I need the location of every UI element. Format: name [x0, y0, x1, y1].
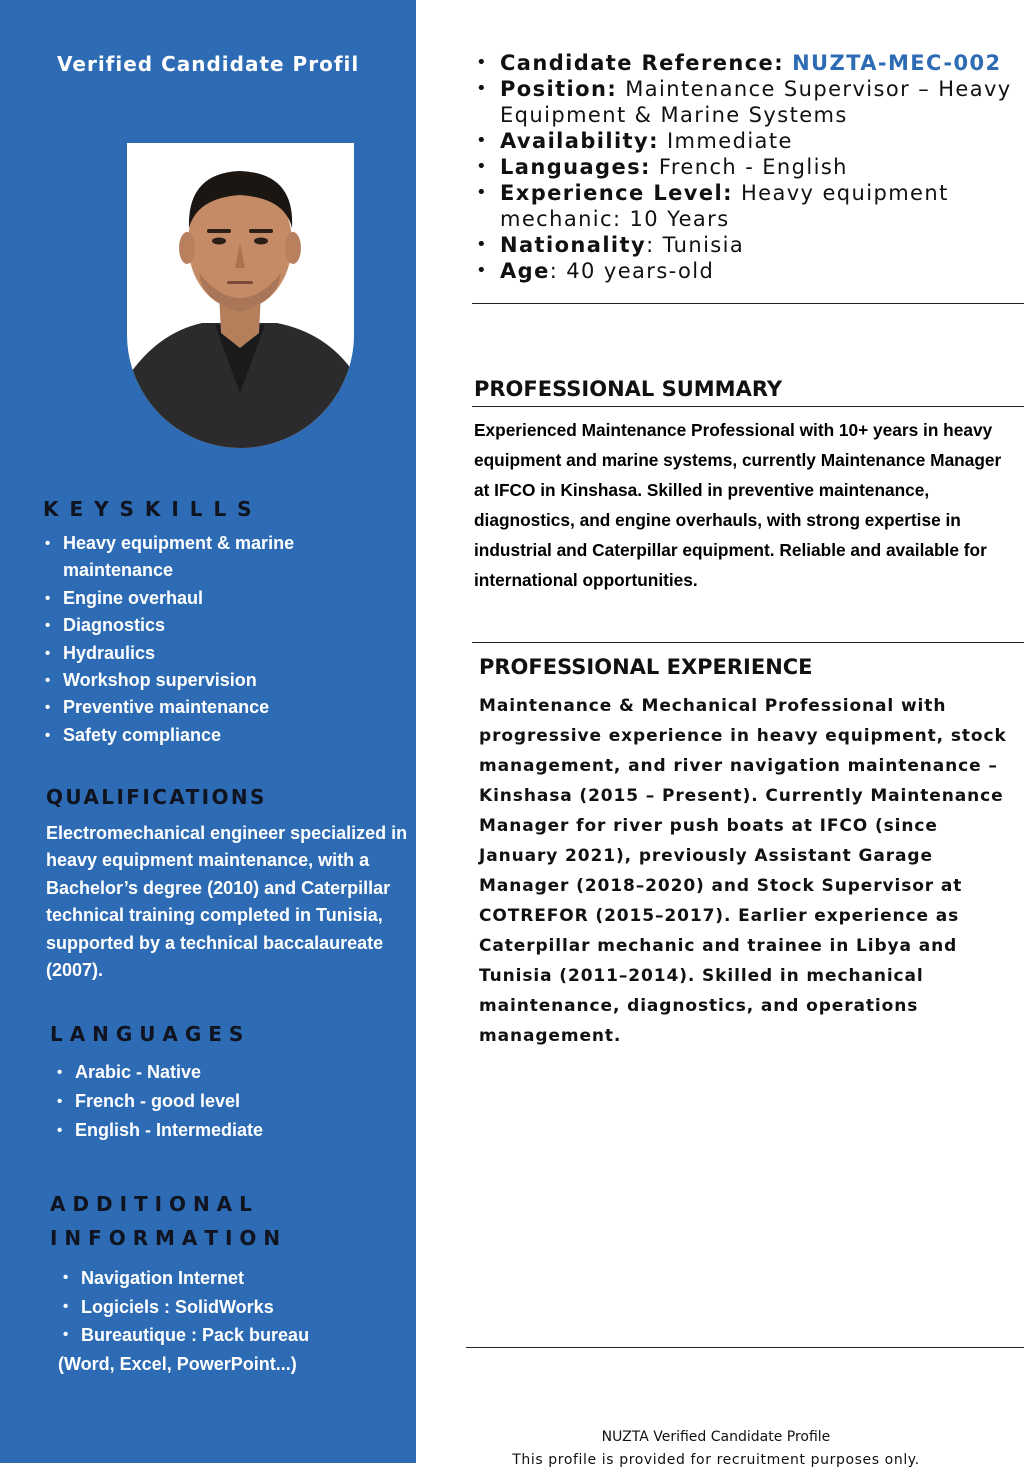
list-item: • Engine overhaul — [45, 585, 375, 612]
candidate-experience — [474, 180, 1014, 232]
experience-heading: PROFESSIONAL EXPERIENCE — [479, 655, 813, 679]
divider — [466, 1347, 1024, 1348]
candidate-availability — [474, 128, 1014, 154]
list-item: • Arabic - Native — [57, 1058, 387, 1087]
candidate-position — [474, 76, 1014, 128]
list-item: • Navigation Internet — [63, 1264, 393, 1293]
additional-heading-line1: A D D I T I O N A L — [50, 1192, 252, 1216]
nationality-value: : Tunisia — [646, 233, 745, 257]
candidate-nationality — [474, 232, 1014, 258]
key-skills-list — [45, 530, 375, 749]
qualifications-heading: QUALIFICATIONS — [46, 785, 267, 809]
additional-list — [58, 1264, 393, 1378]
additional-heading-line2: I N F O R M A T I O N — [50, 1226, 281, 1250]
list-item: • Diagnostics — [45, 612, 375, 639]
divider — [472, 406, 1024, 407]
list-item: • Preventive maintenance — [45, 694, 375, 721]
position-label: Position: — [500, 77, 618, 101]
summary-text: Experienced Maintenance Professional with 10+ years in heavy equipment and marine systems, currently Maintenance Manager at IFCO in Kinshasa. Skilled in preventive maintenance, diagnostics, and engine overhauls, with strong expertise in industrial and Caterpillar equipment. Reliable and available for international opportunities. — [474, 420, 1002, 590]
availability-label: Availability: — [500, 129, 659, 153]
summary-heading: PROFESSIONAL SUMMARY — [474, 377, 783, 401]
languages-list — [57, 1058, 387, 1145]
experience-text: Maintenance & Mechanical Professional with progressive experience in heavy equipment, stock management, and river navigation maintenance – Kinshasa (2015 – Present). Currently Maintenance Manager for river push boats at IFCO (since January 2021), previously Assistant Garage Manager (2018–2020) and Stock Supervisor at COTREFOR (2015–2017). Earlier experience as Caterpillar mechanic and trainee in Libya and Tunisia (2011–2014). Skilled in mechanical maintenance, diagnostics, and operations management. — [479, 696, 1007, 1046]
age-label: Age — [500, 259, 550, 283]
age-value: : 40 years-old — [549, 259, 715, 283]
list-item: • Bureautique : Pack bureau — [63, 1321, 393, 1350]
candidate-languages — [474, 154, 1014, 180]
footer-line2: This profile is provided for recruitment purposes only. — [512, 1452, 920, 1468]
list-item: • Hydraulics — [45, 640, 375, 667]
list-item: • English - Intermediate — [57, 1116, 387, 1145]
footer-line1: NUZTA Verified Candidate Profile — [601, 1429, 831, 1445]
position-value: Maintenance Supervisor – Heavy Equipment & Marine Systems — [500, 77, 1012, 127]
list-item: • Logiciels : SolidWorks — [63, 1293, 393, 1322]
candidate-info-list — [474, 50, 1014, 284]
list-item: • Heavy equipment & marine maintenance — [45, 530, 375, 585]
list-item-continuation: (Word, Excel, PowerPoint...) — [58, 1353, 297, 1374]
languages-heading: L A N G U A G E S — [50, 1022, 244, 1046]
nationality-label: Nationality — [500, 233, 647, 257]
candidate-reference — [474, 50, 1014, 76]
experience-label: Experience Level: — [500, 181, 733, 205]
experience-value: Heavy equipment mechanic: 10 Years — [500, 181, 949, 231]
languages-label: Languages: — [500, 155, 651, 179]
list-item: • Workshop supervision — [45, 667, 375, 694]
candidate-age — [474, 258, 1014, 284]
candidate-photo — [127, 143, 354, 448]
divider — [472, 642, 1024, 643]
languages-value: French - English — [658, 155, 848, 179]
qualifications-text: Electromechanical engineer specialized in heavy equipment maintenance, with a Bachelor’s degree (2010) and Caterpillar technical training completed in Tunisia, supported by a technical baccalaureate (2007). — [46, 823, 408, 981]
reference-label: Candidate Reference: — [500, 51, 784, 75]
reference-value: NUZTA-MEC-002 — [792, 51, 1002, 75]
divider — [472, 303, 1024, 304]
key-skills-heading: K E Y S K I L L S — [43, 497, 254, 521]
list-item: • French - good level — [57, 1087, 387, 1116]
availability-value: Immediate — [666, 129, 793, 153]
sidebar-title: Verified Candidate Profil — [57, 52, 360, 76]
list-item: • Safety compliance — [45, 722, 375, 749]
